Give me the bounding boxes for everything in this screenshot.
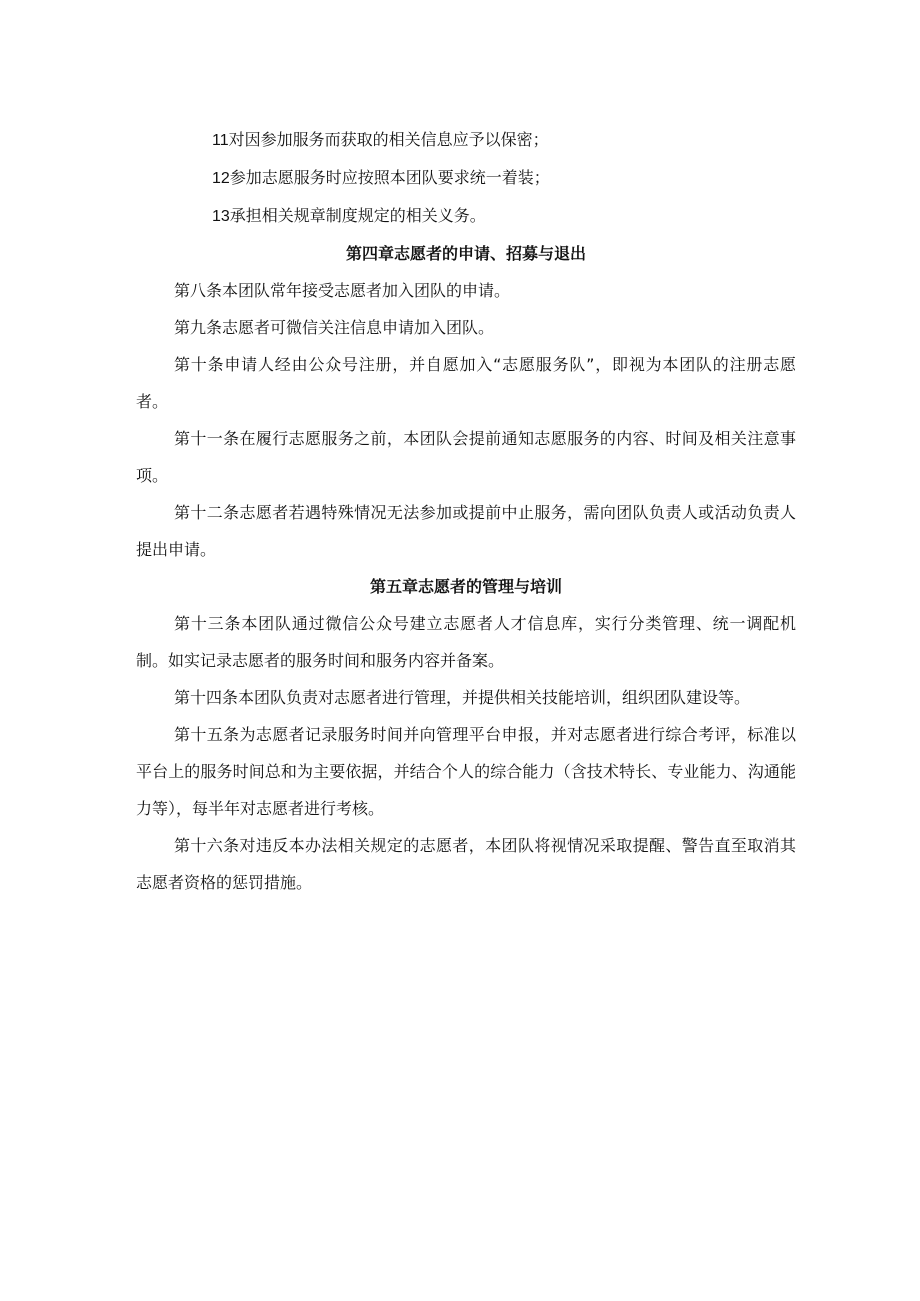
list-item-text: 对因参加服务而获取的相关信息应予以保密； bbox=[228, 130, 549, 149]
article-8: 第八条本团队常年接受志愿者加入团队的申请。 bbox=[174, 281, 511, 300]
list-item-number: 11 bbox=[212, 132, 229, 149]
list-item-number: 13 bbox=[212, 208, 230, 225]
list-item-text: 参加志愿服务时应按照本团队要求统一着装； bbox=[229, 168, 550, 187]
document-body bbox=[136, 121, 796, 901]
list-item bbox=[136, 197, 796, 235]
article-16: 第十六条对违反本办法相关规定的志愿者，本团队将视情况采取提醒、警告直至取消其志愿者资格的惩罚措施。 bbox=[136, 836, 796, 892]
list-item bbox=[136, 121, 796, 159]
list-item-text: 承担相关规章制度规定的相关义务。 bbox=[229, 206, 486, 225]
list-item-number: 12 bbox=[212, 170, 230, 187]
article-10: 第十条申请人经由公众号注册，并自愿加入“志愿服务队”，即视为本团队的注册志愿者。 bbox=[136, 355, 796, 411]
chapter-5-heading: 第五章志愿者的管理与培训 bbox=[369, 577, 562, 596]
article-12: 第十二条志愿者若遇特殊情况无法参加或提前中止服务，需向团队负责人或活动负责人提出申请。 bbox=[136, 503, 796, 559]
article-11: 第十一条在履行志愿服务之前，本团队会提前通知志愿服务的内容、时间及相关注意事项。 bbox=[136, 429, 796, 485]
article-15: 第十五条为志愿者记录服务时间并向管理平台申报，并对志愿者进行综合考评，标准以平台上的服务时间总和为主要依据，并结合个人的综合能力（含技术特长、专业能力、沟通能力等），每半年对志愿者进行考核。 bbox=[136, 725, 796, 818]
chapter-4-heading: 第四章志愿者的申请、招募与退出 bbox=[345, 244, 586, 263]
article-14: 第十四条本团队负责对志愿者进行管理，并提供相关技能培训，组织团队建设等。 bbox=[174, 688, 751, 707]
article-13: 第十三条本团队通过微信公众号建立志愿者人才信息库，实行分类管理、统一调配机制。如实记录志愿者的服务时间和服务内容并备案。 bbox=[136, 614, 796, 670]
list-item bbox=[136, 159, 796, 197]
article-9: 第九条志愿者可微信关注信息申请加入团队。 bbox=[174, 318, 495, 337]
